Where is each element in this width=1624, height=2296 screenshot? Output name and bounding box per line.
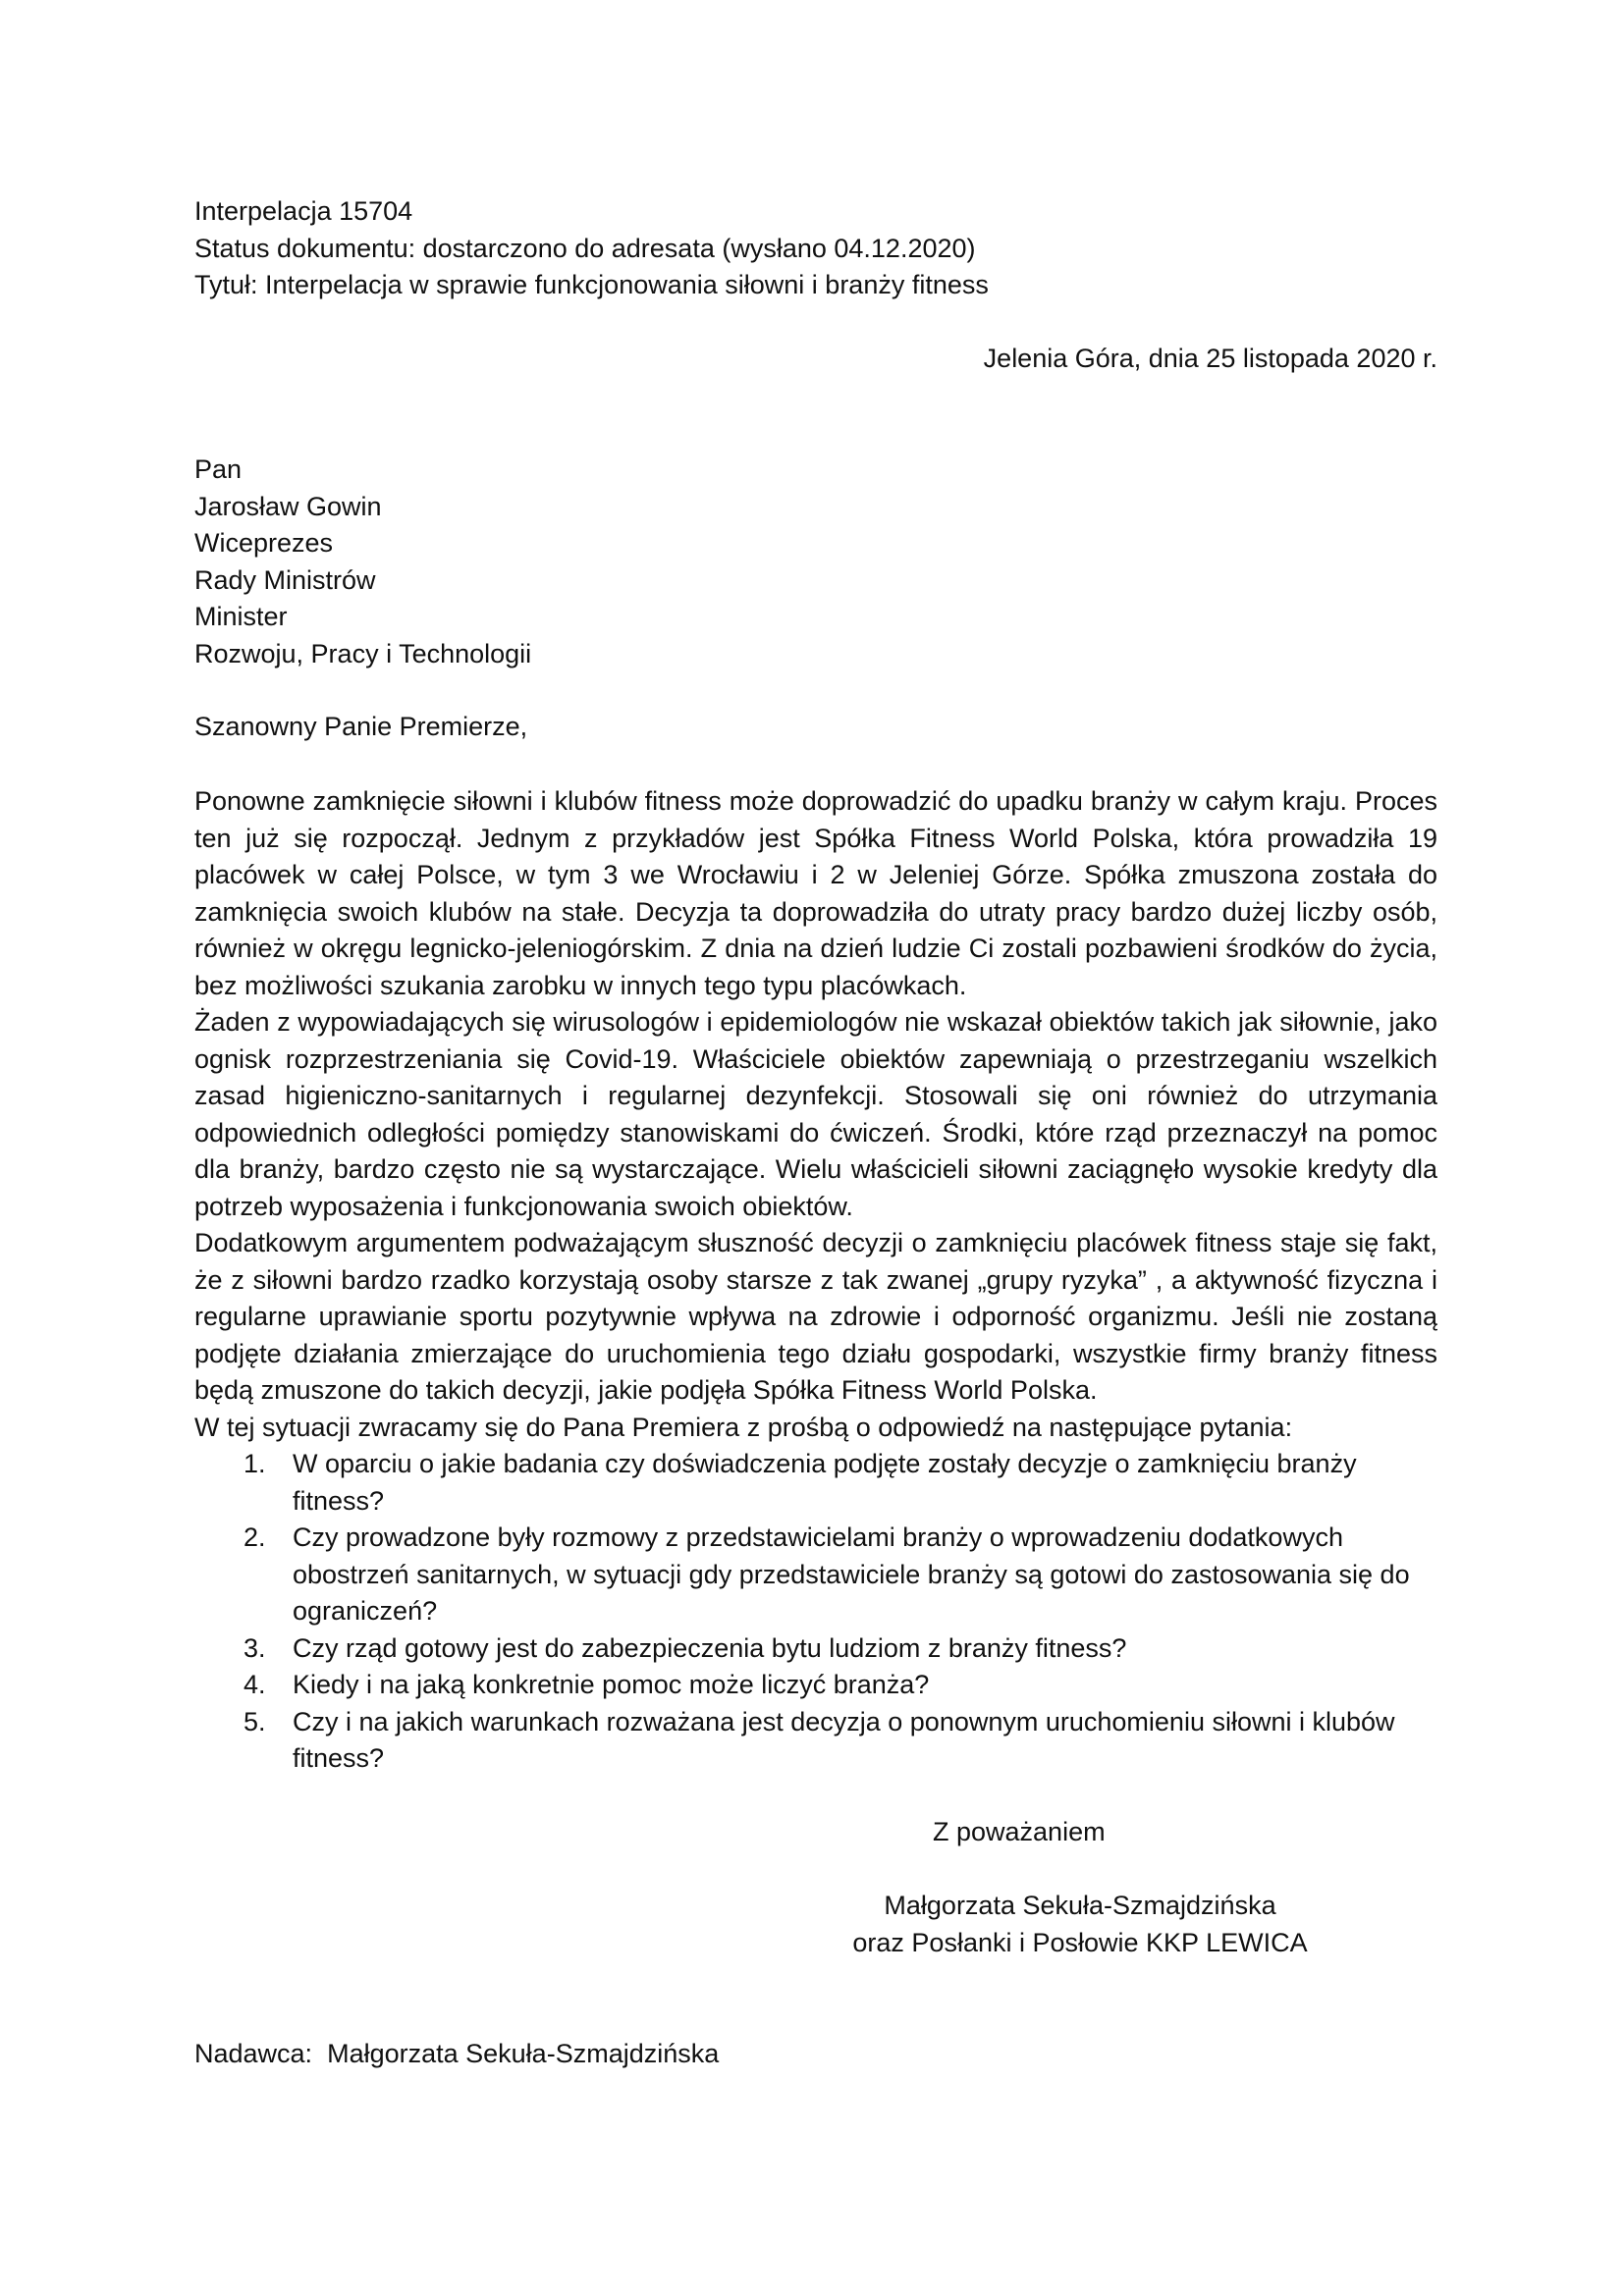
- question-number: 3.: [244, 1632, 266, 1663]
- question-item: [194, 1520, 1437, 1630]
- recipient-line: Minister: [194, 602, 288, 631]
- closing-phrase: Z poważaniem: [933, 1817, 1106, 1846]
- body-paragraph: Ponowne zamknięcie siłowni i klubów fitness może doprowadzić do upadku branży w całym kraju. Proces ten już się rozpoczął. Jednym z przykładów jest Spółka Fitness World Polska, która prowadziła 19 placówek w całej Polsce, w tym 3 we Wrocławiu i 2 w Jeleniej Górze. Spółka zmuszona została do zamknięcia swoich klubów na stałe. Decyzja ta doprowadziła do utraty pracy bardzo dużej liczby osób, również w okręgu legnicko-jeleniogórskim. Z dnia na dzień ludzie Ci zostali pozbawieni środków do życia, bez możliwości szukania zarobku w innych tego typu placówkach.: [194, 786, 1437, 1000]
- question-number: 1.: [244, 1449, 266, 1478]
- sender-name: Małgorzata Sekuła-Szmajdzińska: [327, 2039, 720, 2068]
- question-item: [194, 1446, 1437, 1520]
- question-number: 4.: [244, 1670, 266, 1699]
- question-text: Kiedy i na jaką konkretnie pomoc może liczyć branża?: [293, 1670, 930, 1699]
- recipient-address: [194, 452, 980, 672]
- questions-list: [194, 1446, 1437, 1778]
- interpellation-number: Interpelacja 15704: [194, 196, 413, 226]
- body-paragraph: Dodatkowym argumentem podważającym słuszność decyzji o zamknięciu placówek fitness staje się fakt, że z siłowni bardzo rzadko korzystają osoby starsze z tak zwanej „grupy ryzyka” , a aktywność fizyczna i regularne uprawianie sportu pozytywnie wpływa na zdrowie i odporność organizmu. Jeśli nie zostaną podjęte działania zmierzające do uruchomienia tego działu gospodarki, wszystkie firmy branży fitness będą zmuszone do takich decyzji, jakie podjęła Spółka Fitness World Polska.: [194, 1228, 1437, 1405]
- document-status: Status dokumentu: dostarczono do adresata (wysłano 04.12.2020): [194, 233, 976, 263]
- question-item: [194, 1630, 1437, 1668]
- recipient-line: Wiceprezes: [194, 528, 334, 558]
- body-paragraph: Żaden z wypowiadających się wirusologów i epidemiologów nie wskazał obiektów takich jak siłownie, jako ognisk rozprzestrzeniania się Covid-19. Właściciele obiektów zapewniają o przestrzeganiu wszelkich zasad higieniczno-sanitarnych i regularnej dezynfekcji. Stosowali się oni również do utrzymania odpowiednich odległości pomiędzy stanowiskami do ćwiczeń. Środki, które rząd przeznaczył na pomoc dla branży, bardzo często nie są wystarczające. Wielu właścicieli siłowni zaciągnęło wysokie kredyty dla potrzeb wyposażenia i funkcjonowania swoich obiektów.: [194, 1007, 1437, 1221]
- question-item: [194, 1667, 1437, 1704]
- place-and-date: Jelenia Góra, dnia 25 listopada 2020 r.: [983, 344, 1437, 373]
- question-item: [194, 1704, 1437, 1778]
- signatory-name: Małgorzata Sekuła-Szmajdzińska: [884, 1891, 1276, 1920]
- questions-intro: W tej sytuacji zwracamy się do Pana Premiera z prośbą o odpowiedź na następujące pytania:: [194, 1412, 1293, 1442]
- question-text: Czy prowadzone były rozmowy z przedstawicielami branży o wprowadzeniu dodatkowych obostrzeń sanitarnych, w sytuacji gdy przedstawiciele branży są gotowi do zastosowania się do ograniczeń?: [293, 1522, 1410, 1626]
- document-header: [194, 193, 1432, 304]
- recipient-line: Rozwoju, Pracy i Technologii: [194, 638, 532, 668]
- question-number: 5.: [244, 1706, 266, 1736]
- recipient-line: Pan: [194, 454, 243, 484]
- question-text: Czy rząd gotowy jest do zabezpieczenia bytu ludziom z branży fitness?: [293, 1632, 1127, 1663]
- signature-block: [805, 1888, 1355, 1961]
- sender-label: Nadawca:: [194, 2039, 328, 2068]
- signatory-group: oraz Posłanki i Posłowie KKP LEWICA: [852, 1927, 1308, 1957]
- recipient-line: Rady Ministrów: [194, 564, 376, 595]
- document-title: Tytuł: Interpelacja w sprawie funkcjonowania siłowni i branży fitness: [194, 270, 989, 299]
- salutation: Szanowny Panie Premierze,: [194, 712, 528, 741]
- question-number: 2.: [244, 1522, 266, 1552]
- question-text: Czy i na jakich warunkach rozważana jest decyzja o ponownym uruchomieniu siłowni i klubów fitness?: [293, 1706, 1395, 1773]
- letter-body: [194, 783, 1437, 1778]
- question-text: W oparciu o jakie badania czy doświadczenia podjęte zostały decyzje o zamknięciu branży fitness?: [293, 1449, 1357, 1516]
- sender-line: [194, 2036, 719, 2073]
- recipient-line: Jarosław Gowin: [194, 491, 382, 521]
